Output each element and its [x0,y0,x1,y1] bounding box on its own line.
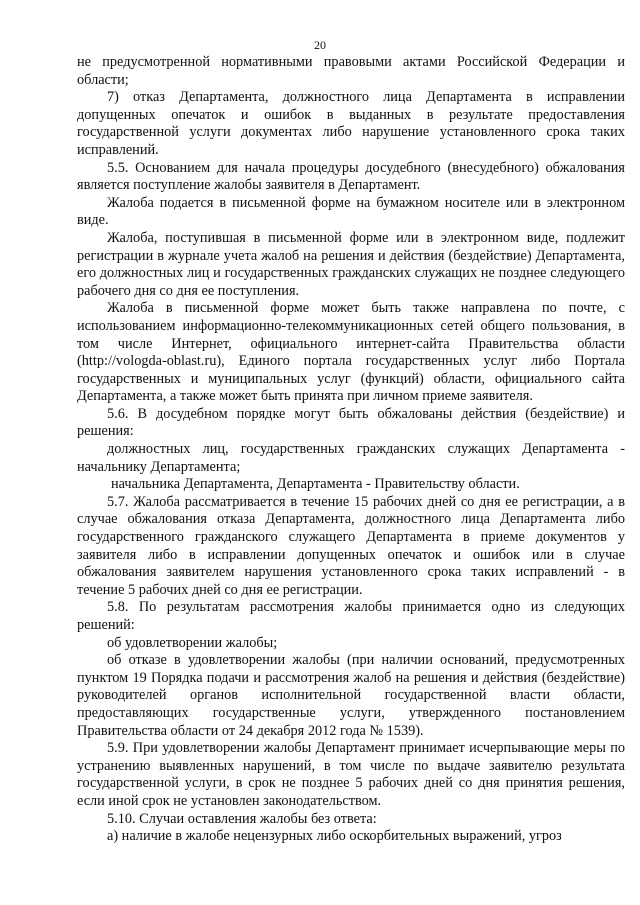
page-number: 20 [314,38,326,52]
paragraph-5-10: 5.10. Случаи оставления жалобы без ответа: [107,810,377,827]
paragraph-5-5: 5.5. Основанием для начала процедуры досудебного (внесудебного) обжалования является поступление жалобы заявителя в Департамент. [77,159,625,194]
paragraph-5-7: 5.7. Жалоба рассматривается в течение 15 рабочих дней со дня ее регистрации, а в случае обжалования отказа Департамента, должностного лица Департамента либо государственного гражданского служащего Департамента в приеме документов у заявителя либо в исправлении допущенных опечаток и ошибок или в случае обжалования заявителем нарушения установленного срока таких исправлений - в течение 5 рабочих дней со дня ее регистрации. [77,493,625,598]
paragraph-5-9: 5.9. При удовлетворении жалобы Департамент принимает исчерпывающие меры по устранению выявленных нарушений, в том числе по выдаче заявителю результата государственной услуги, в срок не позднее 5 рабочих дней со дня принятия решения, если иной срок не установлен законодательством. [77,740,625,809]
paragraph-decision-satisfy: об удовлетворении жалобы; [107,634,278,651]
paragraph-complaint-registration: Жалоба, поступившая в письменной форме или в электронном виде, подлежит регистрации в журнале учета жалоб на решения и действия (бездействие) Департамента, его должностных лиц и государственных гражданских служащих не позднее следующего рабочего дня со дня ее поступления. [77,229,625,299]
paragraph-complaint-submission: Жалоба в письменной форме может быть также направлена по почте, с использованием информационно-телекоммуникационных сетей общего пользования, в том числе Интернет, официального интернет-сайта Правительства области (http://vologda-oblast.ru), Единого портала государственных услуг либо Портала государственных и муниципальных услуг (функций) области, официального сайта Департамента, а также может быть принята при личном приеме заявителя. [77,300,625,405]
body-text [77,54,625,846]
paragraph-item-7: 7) отказ Департамента, должностного лица Департамента в исправлении допущенных опечаток и ошибок в выданных в результате предоставления государственной услуги документах либо нарушение установленного срока таких исправлений. [77,89,625,158]
paragraph-head-appeal: начальника Департамента, Департамента - Правительству области. [111,476,520,493]
paragraph-officials-appeal: должностных лиц, государственных гражданских служащих Департамента - начальнику Департамента; [77,441,625,475]
paragraph-complaint-form: Жалоба подается в письменной форме на бумажном носителе или в электронном виде. [77,194,625,229]
paragraph-decision-refuse: об отказе в удовлетворении жалобы (при наличии оснований, предусмотренных пунктом 19 Порядка подачи и рассмотрения жалоб на решения и действия (бездействие) руководителей органов исполнительной государственной власти области, предоставляющих государственные услуги, утвержденного постановлением Правительства области от 24 декабря 2012 года № 1539). [77,652,625,739]
paragraph-5-8: 5.8. По результатам рассмотрения жалобы принимается одно из следующих решений: [77,599,625,633]
paragraph-continuation: не предусмотренной нормативными правовыми актами Российской Федерации и области; [77,54,625,88]
paragraph-case-a: а) наличие в жалобе нецензурных либо оскорбительных выражений, угроз [107,828,562,845]
paragraph-5-6: 5.6. В досудебном порядке могут быть обжалованы действия (бездействие) и решения: [77,405,625,440]
